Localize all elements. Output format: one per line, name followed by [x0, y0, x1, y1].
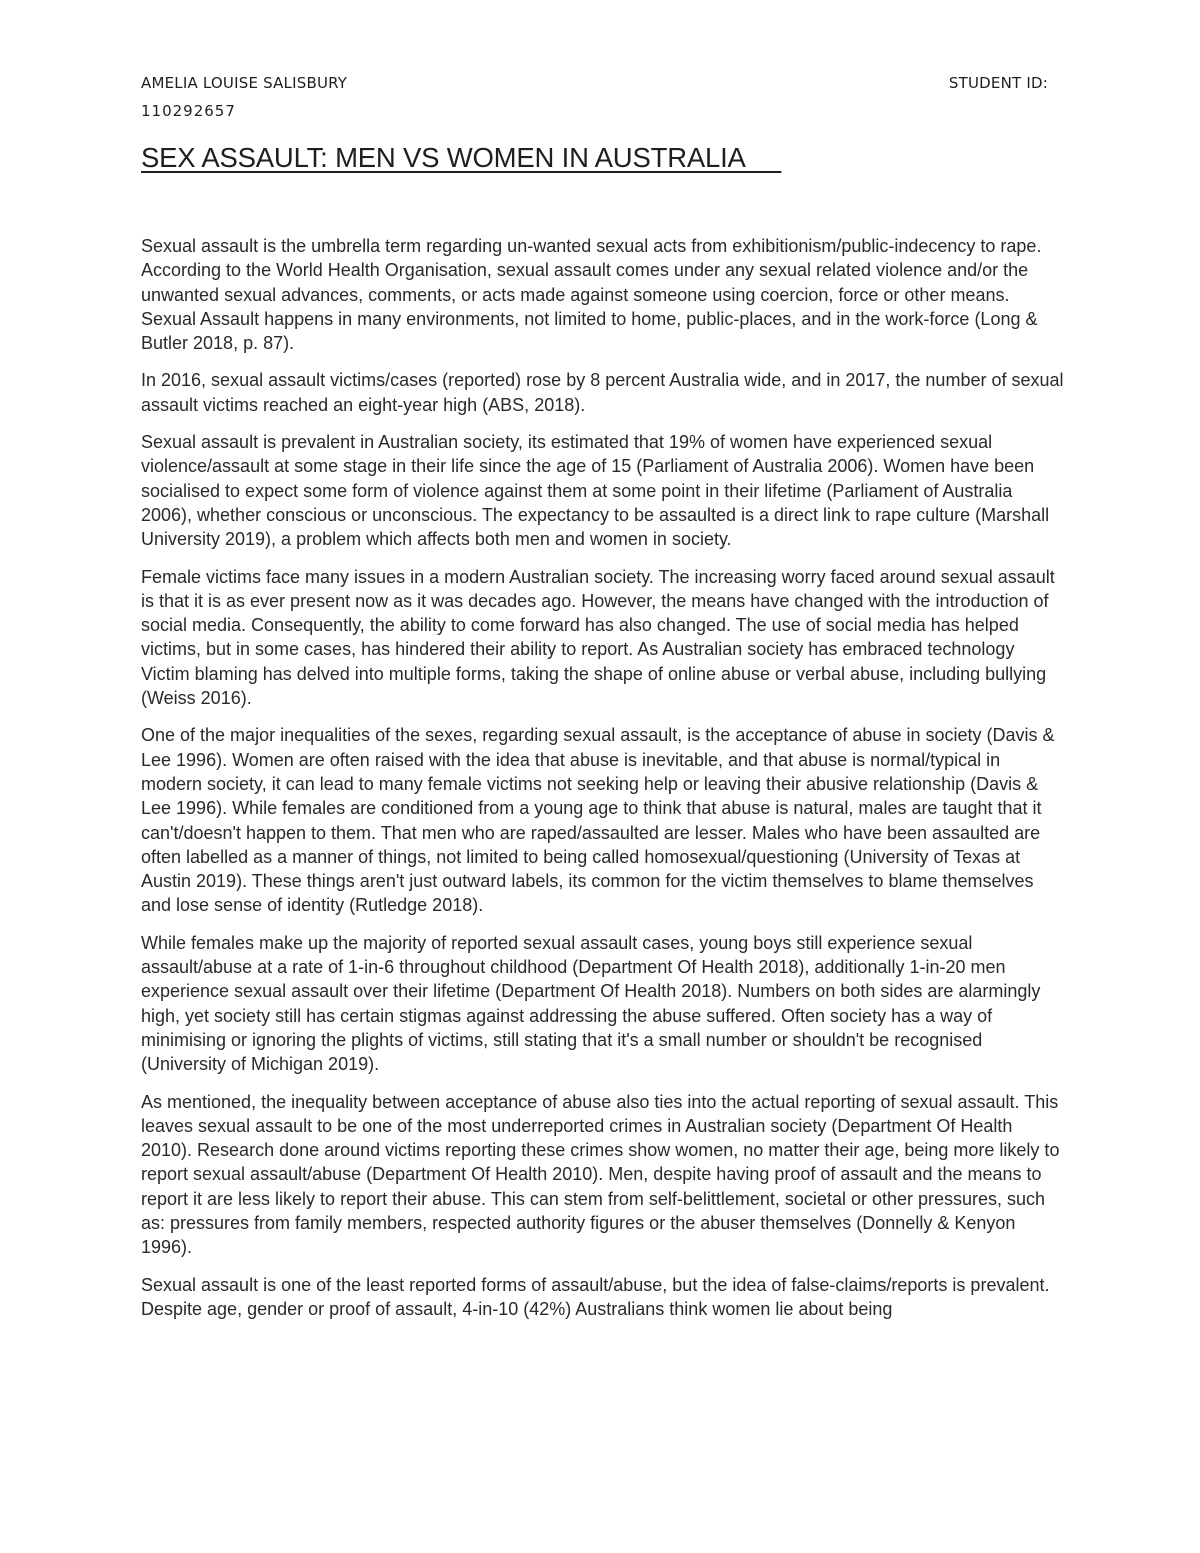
- paragraph: Female victims face many issues in a modern Australian society. The increasing worry faced around sexual assault is that it is as ever present now as it was decades ago. However, the means have changed with the introduction of social media. Consequently, the ability to come forward has also changed. The use of social media has helped victims, but in some cases, has hindered their ability to report. As Australian society has embraced technology Victim blaming has delved into multiple forms, taking the shape of online abuse or verbal abuse, including bullying (Weiss 2016).: [141, 566, 1055, 709]
- paragraph: In 2016, sexual assault victims/cases (reported) rose by 8 percent Australia wide, and in 2017, the number of sexual assault victims reached an eight-year high (ABS, 2018).: [141, 370, 1064, 415]
- paragraph: While females make up the majority of reported sexual assault cases, young boys still experience sexual assault/abuse at a rate of 1-in-6 throughout childhood (Department Of Health 2018), additionally 1-in-20 men experience sexual assault over their lifetime (Department Of Health 2018). Numbers on both sides are alarmingly high, yet society still has certain stigmas against addressing the abuse suffered. Often society has a way of minimising or ignoring the plights of victims, still stating that it's a small number or shouldn't be recognised (University of Michigan 2019).: [141, 932, 1041, 1075]
- paragraph: Sexual assault is one of the least reported forms of assault/abuse, but the idea of false-claims/reports is prevalent. Despite age, gender or proof of assault, 4-in-10 (42%) Australians think women lie about being: [141, 1274, 1050, 1319]
- paragraph: Sexual assault is the umbrella term regarding un-wanted sexual acts from exhibitionism/public-indecency to rape. According to the World Health Organisation, sexual assault comes under any sexual related violence and/or the unwanted sexual advances, comments, or acts made against someone using coercion, force or other means. Sexual Assault happens in many environments, not limited to home, public-places, and in the work-force (Long & Butler 2018, p. 87).: [141, 236, 1042, 354]
- student-id-number: 110292657: [141, 102, 236, 120]
- student-id-label: STUDENT ID:: [948, 74, 1048, 92]
- paragraph: As mentioned, the inequality between acceptance of abuse also ties into the actual reporting of sexual assault. This leaves sexual assault to be one of the most underreported crimes in Australian society (Department Of Health 2010). Research done around victims reporting these crimes show women, no matter their age, being more likely to report sexual assault/abuse (Department Of Health 2010). Men, despite having proof of assault and the means to report it are less likely to report their abuse. This can stem from self-belittlement, societal or other pressures, such as: pressures from family members, respected authority figures or the abuser themselves (Donnelly & Kenyon 1996).: [141, 1091, 1060, 1258]
- paragraph: Sexual assault is prevalent in Australian society, its estimated that 19% of women have experienced sexual violence/assault at some stage in their life since the age of 15 (Parliament of Australia 2006). Women have been socialised to expect some form of violence against them at some point in their lifetime (Parliament of Australia 2006), whether conscious or unconscious. The expectancy to be assaulted is a direct link to rape culture (Marshall University 2019), a problem which affects both men and women in society.: [141, 432, 1050, 550]
- document-title: SEX ASSAULT: MEN VS WOMEN IN AUSTRALIA: [141, 142, 782, 173]
- author-name: AMELIA LOUISE SALISBURY: [141, 74, 348, 92]
- document-body: [141, 234, 1066, 1334]
- paragraph: One of the major inequalities of the sexes, regarding sexual assault, is the acceptance of abuse in society (Davis & Lee 1996). Women are often raised with the idea that abuse is inevitable, and that abuse is normal/typical in modern society, it can lead to many female victims not seeking help or leaving their abusive relationship (Davis & Lee 1996). While females are conditioned from a young age to think that abuse is natural, males are taught that it can't/doesn't happen to them. That men who are raped/assaulted are lesser. Males who have been assaulted are often labelled as a manner of things, not limited to being called homosexual/questioning (University of Texas at Austin 2019). These things aren't just outward labels, its common for the victim themselves to blame themselves and lose sense of identity (Rutledge 2018).: [141, 725, 1055, 916]
